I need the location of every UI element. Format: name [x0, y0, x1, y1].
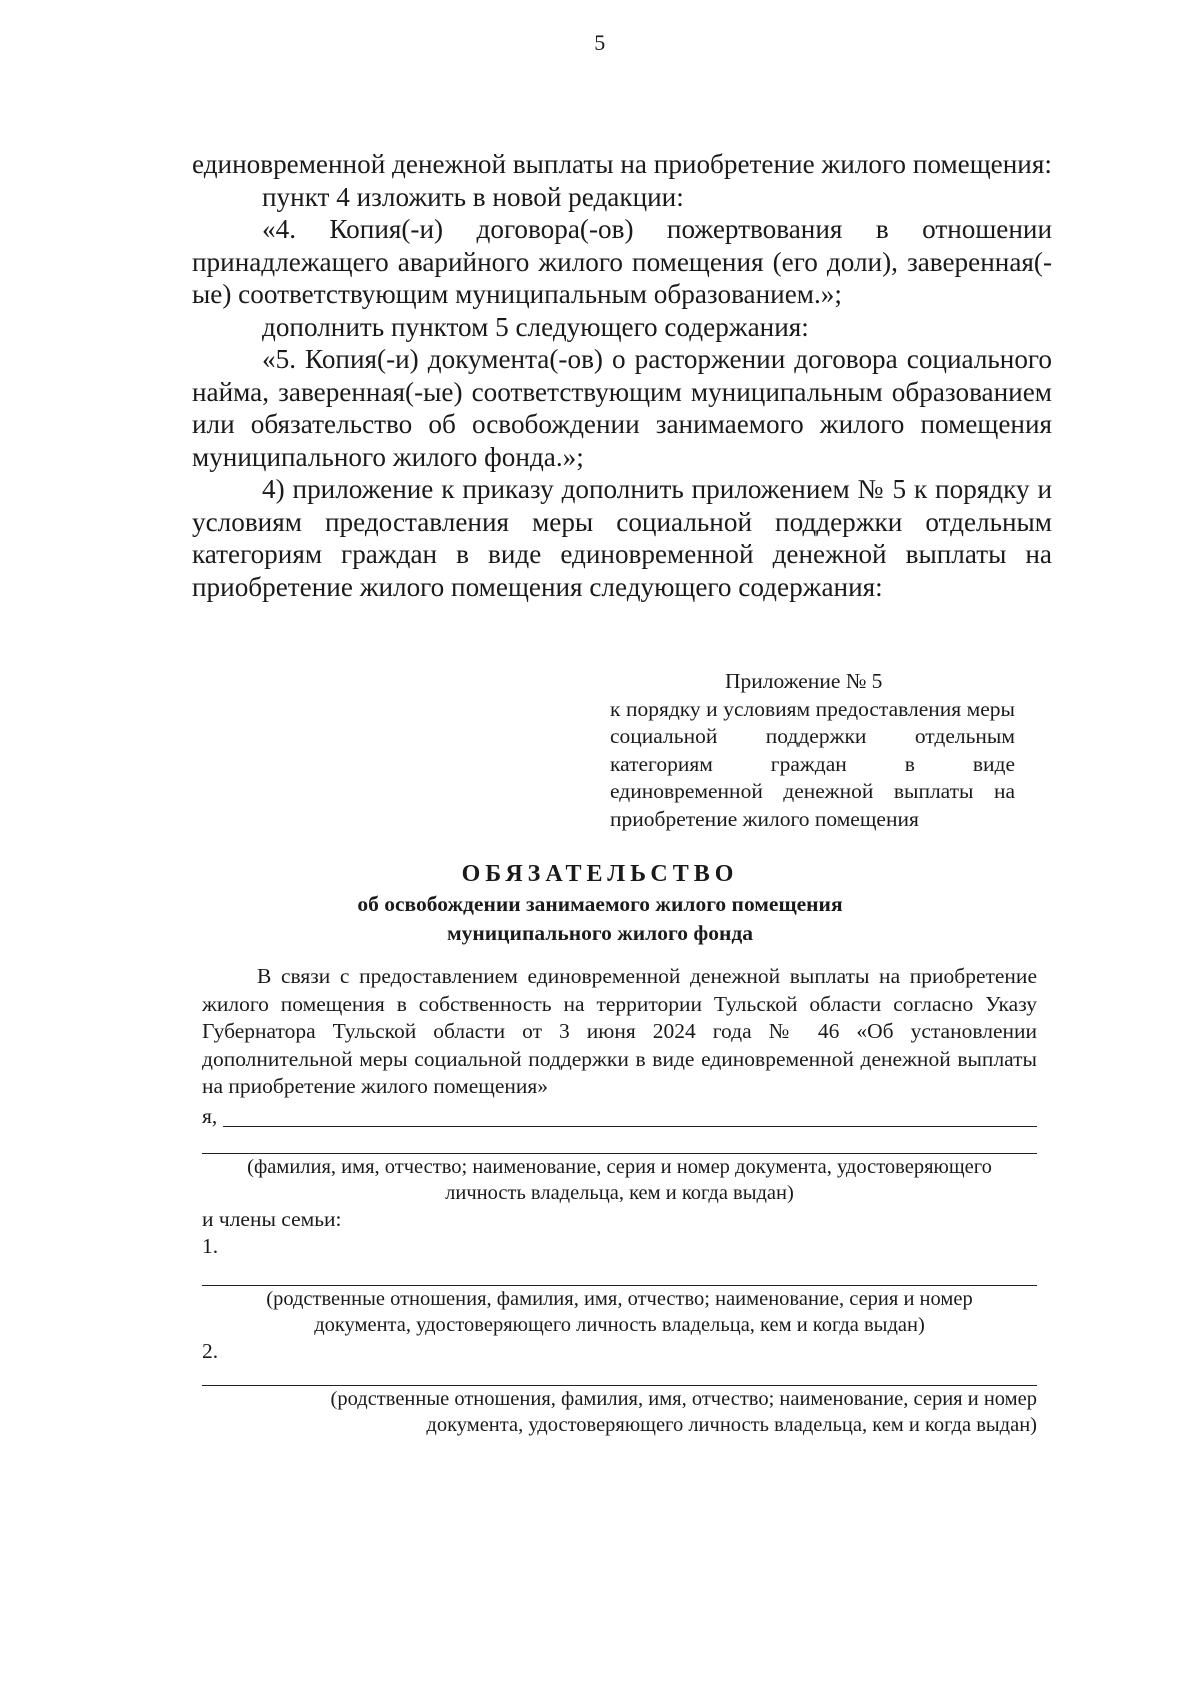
owner-caption: [202, 1154, 1037, 1206]
member-2-caption: [202, 1386, 1037, 1438]
owner-line[interactable]: [202, 1105, 1037, 1127]
heading-sub-2: муниципального жилого фонда: [447, 921, 753, 945]
body-text: [192, 148, 1052, 603]
member-1-caption-line-2: документа, удостоверяющего личность владельца, кем и когда выдан): [314, 1313, 925, 1336]
heading-sub-1: об освобождении занимаемого жилого помещения: [357, 892, 843, 916]
owner-caption-line-2: личность владельца, кем и когда выдан): [445, 1181, 794, 1204]
page-number: 5: [594, 30, 606, 55]
heading-main: ОБЯЗАТЕЛЬСТВО: [461, 861, 739, 887]
obligation-form: [202, 963, 1037, 1438]
member-1-caption: [202, 1286, 1037, 1338]
owner-caption-line-1: (фамилия, имя, отчество; наименование, серия и номер документа, удостоверяющего: [247, 1155, 992, 1178]
form-intro: В связи с предоставлением единовременной денежной выплаты на приобретение жилого помещения в собственность на территории Тульской области согласно Указу Губернатора Тульской области от 3 июня 2024 года № 46 «Об установлении дополнительной меры социальной поддержки в виде единовременной денежной выплаты на приобретение жилого помещения»: [202, 964, 1037, 1098]
paragraph-point4-text: «4. Копия(-и) договора(-ов) пожертвования в отношении принадлежащего аварийного жилого помещения (его доли), заверенная(-ые) соответствующим муниципальным образованием.»;: [192, 214, 1052, 309]
paragraph-appendix-amendment: 4) приложение к приказу дополнить приложением № 5 к порядку и условиям предоставления меры социальной поддержки отдельным категориям граждан в виде единовременной денежной выплаты на приобретение жилого помещения следующего содержания:: [192, 474, 1052, 602]
member-2-caption-line-1: (родственные отношения, фамилия, имя, отчество; наименование, серия и номер: [330, 1388, 1037, 1410]
paragraph-continuation: единовременной денежной выплаты на приобретение жилого помещения:: [192, 149, 1052, 179]
paragraph-point5-intro: дополнить пунктом 5 следующего содержания:: [262, 311, 809, 342]
member-1-caption-line-1: (родственные отношения, фамилия, имя, отчество; наименование, серия и номер: [266, 1287, 973, 1310]
member-2-number: 2.: [202, 1338, 219, 1363]
paragraph-point4-intro: пункт 4 изложить в новой редакции:: [262, 181, 684, 212]
appendix-block: [610, 668, 1015, 833]
owner-fill-rule[interactable]: [223, 1112, 1037, 1127]
family-label: и члены семьи:: [202, 1206, 342, 1231]
appendix-text: к порядку и условиям предоставления меры социальной поддержки отдельным категориям граждан в виде единовременной денежной выплаты на приобретение жилого помещения: [610, 696, 1015, 831]
appendix-title: Приложение № 5: [725, 669, 883, 693]
paragraph-point5-text: «5. Копия(-и) документа(-ов) о расторжении договора социального найма, заверенная(-ые) соответствующим муниципальным образованием или обязательство об освобождении занимаемого жилого помещения муниципального жилого фонда.»;: [192, 344, 1052, 472]
member-1-number: 1.: [202, 1234, 219, 1258]
owner-prefix: я,: [202, 1103, 218, 1128]
document-heading: [0, 858, 1200, 948]
member-2-caption-line-2: документа, удостоверяющего личность владельца, кем и когда выдан): [426, 1414, 1037, 1436]
